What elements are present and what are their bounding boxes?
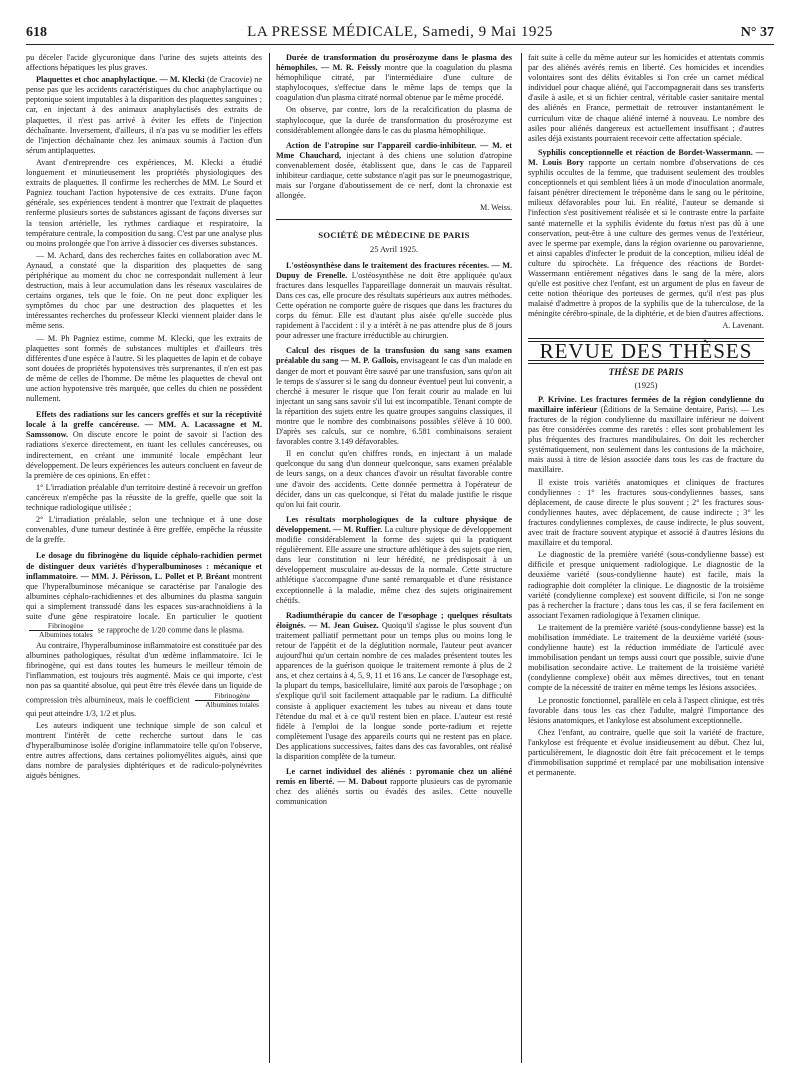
article-title: Durée de transformation du prosérozyme dans le plasma des hémophiles. — M. R. Feissly — [276, 53, 512, 73]
article-title: Radiumthérapie du cancer de l'œsophage ; quelques résultats éloignés. — M. Jean Guisez. — [276, 610, 512, 630]
article-title: P. Krivine. Les fractures fermées de la région condylienne du maxillaire inférieur — [528, 394, 764, 414]
article-text: (Éditions de la Semaine dentaire, Paris). — Les fractures de la région condylienne du maxillaire inférieur ne doivent pas être considérées comme des raretés : elles sont probablement les plus fréquentes des fractures mandibulaires. On doit les rechercher systématiquement, non seulement dans les contusions de la mâchoire, mais aussi à titre de lésion associée dans tous les cas de fracture du maxillaire. — [528, 404, 764, 475]
article-text: (de Cracovie) ne pense pas que les accidents caractéristiques du choc anaphylactique ou peptonique soient imputables à la disparition des plaquettes sanguines ; car, en injectant à des animaux anaphylactisés des extraits de plaquettes, il n'est pas arrivé à éviter les effets de l'injection déchaînante. Inversement, d'ailleurs, il n'a pas vu se modifier les effets de l'injection déchaînante chez les animaux soumis à l'action d'un sérum antiplaquettes. — [26, 75, 262, 155]
article-transfusion — [276, 346, 512, 510]
fraction-denominator: Albumines totales — [195, 700, 259, 709]
article-atropine — [276, 141, 512, 202]
article-title: Le dosage du fibrinogène du liquide céphalo-rachidien permet de distinguer deux variétés d'hyperalbuminoses : mécanique et inflammatoire. — MM. J. Périsson, L. Pollet et P. Bréant — [26, 551, 262, 581]
signature: M. Weiss. — [480, 203, 512, 213]
article-title: Syphilis conceptionnelle et réaction de Bordet-Wassermann. — M. Louis Bory — [528, 147, 764, 167]
signature: A. Lavenant. — [722, 321, 764, 331]
article-carnet-alienes — [276, 767, 512, 807]
divider — [276, 219, 512, 220]
article-radiumtherapie — [276, 611, 512, 762]
article-text: Chez l'enfant, au contraire, quelle que soit la variété de fracture, l'ankylose est fréquente et évolue insidieusement au début. Chez lui, particulièrement, le diagnostic doit être fait précocement et le temps d'immobilisation supprimé et remplacé par une mobilisation intensive et permanente. — [528, 727, 764, 778]
section-heading: SOCIÉTÉ DE MÉDECINE DE PARIS — [318, 230, 470, 241]
article-text: Le pronostic fonctionnel, parallèle en cela à l'aspect clinique, est très favorable dans tous les cas chez l'adulte, malgré l'importance des lésions anatomiques, et l'ankylose est absolument exceptionnelle. — [528, 695, 764, 725]
article-text: 1° L'irradiation préalable d'un territoire destiné à recevoir un greffon cancéreux n'empêche pas la réussite de la greffe, quelle que soit la technique radiologique utilisée ; — [26, 482, 262, 513]
article-text: Quoiqu'il s'agisse le plus souvent d'un traitement palliatif permettant pour un temps plus ou moins long le retour de l'appétit et de la déglutition normale, l'auteur peut avancer aujourd'hui qu'un certain nombre de ces malades présentent toutes les apparences de la guérison quoique le traitement remonte à plus de 2 ans, et chez certains à 4, 5, 9, 11 et 16 ans. Le cancer de l'œsophage est, la plupart du temps, basicellulaire, limité aux parois de l'œsophage ; on s'explique qu'il soit facilement attaquable par le radium. La difficulté consiste à appliquer exactement les tubes au niveau et dans toute l'étendue du mal et à ce qu'il restent bien en place. L'auteur est resté fidèle à l'emploi de la longue sonde porte-radium et rejette complètement l'usage des appareils courts qui ne restent pas en place. Des applications successives, faites dans des cas favorables, ont réalisé la disparition complète de la tumeur. — [276, 620, 512, 761]
column-1 — [26, 53, 262, 1063]
article-title: Le carnet individuel des aliénés : pyromanie chez un aliéné remis en liberté. — M. Dabout — [276, 767, 512, 787]
article-plaquettes — [26, 75, 262, 404]
article-text: montrent que l'hyperalbuminose mécanique se caractérise par l'analogie des albumines céphalo-rachidiennes et des albumines du plasma sanguin qui a simplement transsudé dans les espaces sus-arachnoïdiens à la suite d'une gêne respiratoire locale. En particulier le quotient — [26, 571, 262, 621]
article-text: L'ostéosynthèse ne doit être appliquée qu'aux fractures dans lesquelles l'appareillage donnerait un mauvais résultat. Dans ces cas, elle procure des résultats supérieurs aux autres méthodes. Cette opération ne comporte guère de risques que dans les fractures du corps du fémur. Elle est d'autant plus aisée qu'elle succède plus rapidement à l'accident : il y a intérêt à ne pas attendre plus de 8 jours pour adresser une fracture irréductible au chirurgien. — [276, 270, 512, 341]
article-text: Au contraire, l'hyperalbuminose inflammatoire est constituée par des albumines pathologiques, résultat d'un œdème inflammatoire. Ici le fibrinogène, qui est dans toutes les humeurs le meilleur témoin de l'inflammation, est toujours très augmenté. Mais ce qui importe, c'est non pas sa quantité absolue, qui peut être très élevée dans un liquide de compression très albumineux, mais le coefficient — [26, 641, 262, 704]
article-text: montre que la coagulation du plasma hémophilique citraté, par l'intermédiaire d'une culture de staphylocoques, s'effectue dans le même laps de temps que la coagulation d'un plasma citraté normal obtenue par le même procédé. — [276, 63, 512, 103]
article-text: La culture physique de développement modifie considérablement la forme des sujets qui la pratiquent régulièrement. Elle assure une structure athlétique à des sujets que rien, dans leur constitution ni leur hérédité, ne prédisposait à un développement musculaire au-dessus de la normale. Cette structure athlétique s'accompagne d'une santé remarquable et d'une résistance exceptionnelle à la maladie, même chez des sujets originairement chétifs. — [276, 524, 512, 605]
column-rule — [269, 53, 270, 1063]
article-text: — M. Achard, dans des recherches faites en collaboration avec M. Aynaud, a constaté que la disparition des plaquettes de sang périphérique au moment du choc ne correspondait nullement à leur destruction, mais à leur accumulation dans les réseaux vasculaires de certains organes, tels que le foie. On ne peut donc expliquer les symptômes du choc par une destruction des plaquettes et les intéressantes recherches du professeur Klecki viennent plaider dans le même sens. — [26, 250, 262, 331]
section-banner: REVUE DES THÈSES — [539, 338, 753, 363]
section-date: 25 Avril 1925. — [370, 244, 418, 254]
issue-number: N° 37 — [740, 25, 774, 40]
article-text: Avant d'entreprendre ces expériences, M. Klecki a étudié longuement et minutieusement les propriétés physiologiques des extraits de plaquettes. Il confirme les recherches de MM. Le Sourd et Pagniez touchant l'action hypotensive de ces extraits. D'une façon générale, ses expériences tendent à montrer que l'extrait de plaquettes renferme plusieurs sortes de substances agissant de façons diverses sur la tension artérielle, les rythmes cardiaque et respiratoire, la température centrale, la composition du sang. C'est par une analyse plus ou moins prolongée que l'on arrive à dissocier ces diverses substances. — [26, 157, 262, 248]
page-header — [26, 22, 774, 45]
column-rule — [521, 53, 522, 1063]
thesis-year: (1925) — [634, 379, 658, 390]
article-text: 2° L'irradiation préalable, selon une technique et à une dose convenables, d'une tumeur destinée à être greffée, empêche la réussite de la greffe. — [26, 515, 262, 545]
article-osteosynthese — [276, 261, 512, 342]
article-krivine — [528, 395, 764, 778]
article-text: On observe, par contre, lors de la recalcification du plasma de staphylocoque, que la durée de transformation du prosérozyme est considérablement allongée dans le cas du plasma hémophilique. — [276, 105, 512, 135]
thesis-heading: THÈSE DE PARIS — [608, 367, 684, 378]
article-text: injectant à des chiens une solution d'atropine convenablement dosée, établissent que, dans le cas de l'appareil inhibiteur cardiaque, cette substance n'agit pas sur le pneumogastrique, mais sur l'organe d'aboutissement de ce nerf, dont la chronaxie est allongée. — [276, 150, 512, 201]
article-title: L'ostéosynthèse dans le traitement des fractures récentes. — M. Dupuy de Frenelle. — [276, 260, 512, 280]
fraction-numerator: Fibrinogène — [214, 690, 251, 700]
article-text: rapporte plusieurs cas de pyromanie chez des aliénés sortis ou évadés des asiles. Cette nouvelle communication — [276, 777, 512, 807]
article-text: Le diagnostic de la première variété (sous-condylienne basse) est difficile et presque uniquement radiologique. Le diagnostic de la deuxième variété (sous-condylienne haute) est facile, mais la radiographie doit compléter la clinique. Le diagnostic de la troisième variété (condylienne complexe) est souvent difficile, si l'on ne songe pas à rechercher la fracture ; dans tous les cas, il se fera facilement en associant l'examen radiologique à l'examen clinique. — [528, 550, 764, 620]
fraction-numerator: Fibrinogène — [47, 621, 84, 631]
article-syphilis — [528, 148, 764, 320]
article-title: Effets des radiations sur les cancers greffés et sur la réceptivité locale à la greffe cancéreuse. — MM. A. Lacassagne et M. Samssonow. — [26, 410, 262, 440]
article-culture-physique — [276, 515, 512, 606]
article-text: Il existe trois variétés anatomiques et cliniques de fractures condyliennes : 1° les fractures sous-condyliennes basses, sans déplacement, de cause directe le plus souvent ; 2° les fractures sous-condyliennes hautes, avec déplacement, de cause indirecte ; 3° les fractures condyliennes complexes, de cause indirecte, le plus souvent, avec trait de fracture souvent atypique et associé à d'autres lésions du maxillaire et du temporal. — [528, 477, 764, 548]
article-text: — M. Ph Pagniez estime, comme M. Klecki, que les extraits de plaquettes sont formés de substances multiples et d'ailleurs très différentes d'une espèce à l'autre. Si les plaquettes de lapin et de cobaye sont douées de propriétés hypotensives très surprenantes, il n'en est pas de même de celles de l'homme. De même les plaquettes de cheval ont une action hypotensive très marquée, que celles du chien ne possèdent nullement. — [26, 333, 262, 404]
article-text: envisageant le cas d'un malade en danger de mort et pouvant être sauvé par une transfusion, sans qu'on ait le temps de s'assurer si le sang du donneur éventuel peut lui convenir, a cherché à mesurer le risque que l'on ferait courir au malade en lui injectant un sang sans savoir s'il lui est incompatible. Tenant compte de la répartition des sujets entre les quatre groupes sanguins classiques, il montre que le nombre des combinaisons possibles s'élève à 10 000. D'après ses calculs, sur ce nombre, 6.581 combinaisons seraient favorables contre 3.149 défavorables. — [276, 356, 512, 447]
continued-text: fait suite à celle du même auteur sur les homicides et attentats commis par des aliénés avérés remis en liberté. Ces homicides et incendies volontaires sont des délits évitables si l'on crée un carnet médical individuel pour chaque aliéné, qui l'accompagnerait dans ses transferts d'asile à asile, et si un fichier central, véritable casier sanitaire mental des aliénés en France, permettait de retrouver instantanément le curriculum vitæ de chaque aliéné interné à nouveau. Le nombre des asiles pour aliénés dangereux est actuellement insuffisant ; d'autres asiles déjà existants pourraient recevoir cette affectation spéciale. — [528, 53, 764, 143]
column-2 — [276, 53, 512, 1063]
journal-title: LA PRESSE MÉDICALE, Samedi, 9 Mai 1925 — [247, 24, 553, 40]
article-title: Action de l'atropine sur l'appareil cardio-inhibiteur. — M. et Mme Chauchard, — [276, 140, 512, 160]
article-hemophiles — [276, 53, 512, 136]
article-text: rapporte un certain nombre d'observations de ces syphilis occultes de la femme, que traduisent seulement des troubles conceptionnels et qui semblent liées à un mode d'inoculation anormale, faisant pénétrer directement le tréponème dans le sang ou le péritoine, milieux défavorables pour lui. En réalité, l'auteur se demande si l'infection s'est positivement réalisée et si le contraste entre la parfaite santé maternelle et la syphilis évidente du fœtus n'est pas dû à une conservation, peut-être à une culture des germes venus de l'extérieur, avec le sperme par exemple, dans la région ovarienne ou parovarienne, et ainsi capables d'infecter le produit de la conception, milieu idéal de culture du spirochète. La fréquence des réactions de Bordet-Wassermann entièrement négatives dans le sang de la mère, alors qu'elle est positive chez l'enfant, est un argument de plus en faveur de cette notion théorique des porteuses de germes, qu'il n'est pas plus malaisé d'admettre à propos de la syphilis que de la tuberculose, de la méningite cérébro-spinale, de la diphtérie, et de bien d'autres affections. — [528, 157, 764, 319]
fraction — [195, 692, 259, 709]
article-title: Les résultats morphologiques de la culture physique de développement. — M. Ruffier. — [276, 514, 512, 534]
article-text: On discute encore le point de savoir si l'action des radiations s'exerce directement, en tuant les cellules cancéreuses, ou indirectement, en créant une immunité locale empêchant leur développement. De leurs expériences les auteurs concluent en faveur de la première de ces opinions. En effet : — [26, 430, 262, 480]
article-fibrinogene — [26, 551, 262, 781]
fraction — [29, 622, 93, 639]
column-3 — [528, 53, 764, 1063]
article-radiations — [26, 410, 262, 545]
article-title: Calcul des risques de la transfusion du sang sans examen préalable du sang — M. P. Gallois, — [276, 346, 512, 366]
article-text: Il en conclut qu'en chiffres ronds, en injectant à un malade quelconque du sang d'un donneur quelconque, sans examen préalable de leurs sangs, on a deux chances d'avoir un résultat favorable contre une d'avoir des accidents. Cette donnée permettra à l'opérateur de décider, dans un cas quelconque, si l'état du malade justifie le risque qu'on lui fait courir. — [276, 449, 512, 509]
columns — [26, 53, 774, 1063]
article-title: Plaquettes et choc anaphylactique. — M. Klecki — [36, 75, 205, 85]
article-text: qui peut atteindre 1/3, 1/2 et plus. — [26, 708, 137, 718]
article-text: Les auteurs indiquent une technique simple de son calcul et montrent l'intérêt de cette recherche surtout dans le cas d'hyperalbuminose isolée d'origine inflammatoire telle qu'on l'observe, entre autres affections, dans certaines poliomyélites aiguës, ainsi que dans nombre de paralysies diphtériques et de radiculo-polynévrites aiguës bénignes. — [26, 720, 262, 781]
fraction-denominator: Albumines totales — [29, 630, 93, 639]
continued-text: pu déceler l'acide glycuronique dans l'urine des sujets atteints des affections hépatiques les plus graves. — [26, 53, 262, 73]
article-text: se rapproche de 1/20 comme dans le plasma. — [97, 625, 245, 635]
article-text: Le traitement de la première variété (sous-condylienne basse) est la mobilisation immédiate. Le traitement de la deuxième variété (sous-condylienne haute) est la réduction immédiate de l'articulé avec immobilisation pendant un temps aussi court que possible, suivie d'une mobilisation secondaire active. Le traitement de la troisième variété (condylienne complexe) obéit aux mêmes directives, tout en tenant compte de la nécessité de traiter en même temps les lésions associées. — [528, 622, 764, 693]
page-number: 618 — [26, 25, 47, 40]
